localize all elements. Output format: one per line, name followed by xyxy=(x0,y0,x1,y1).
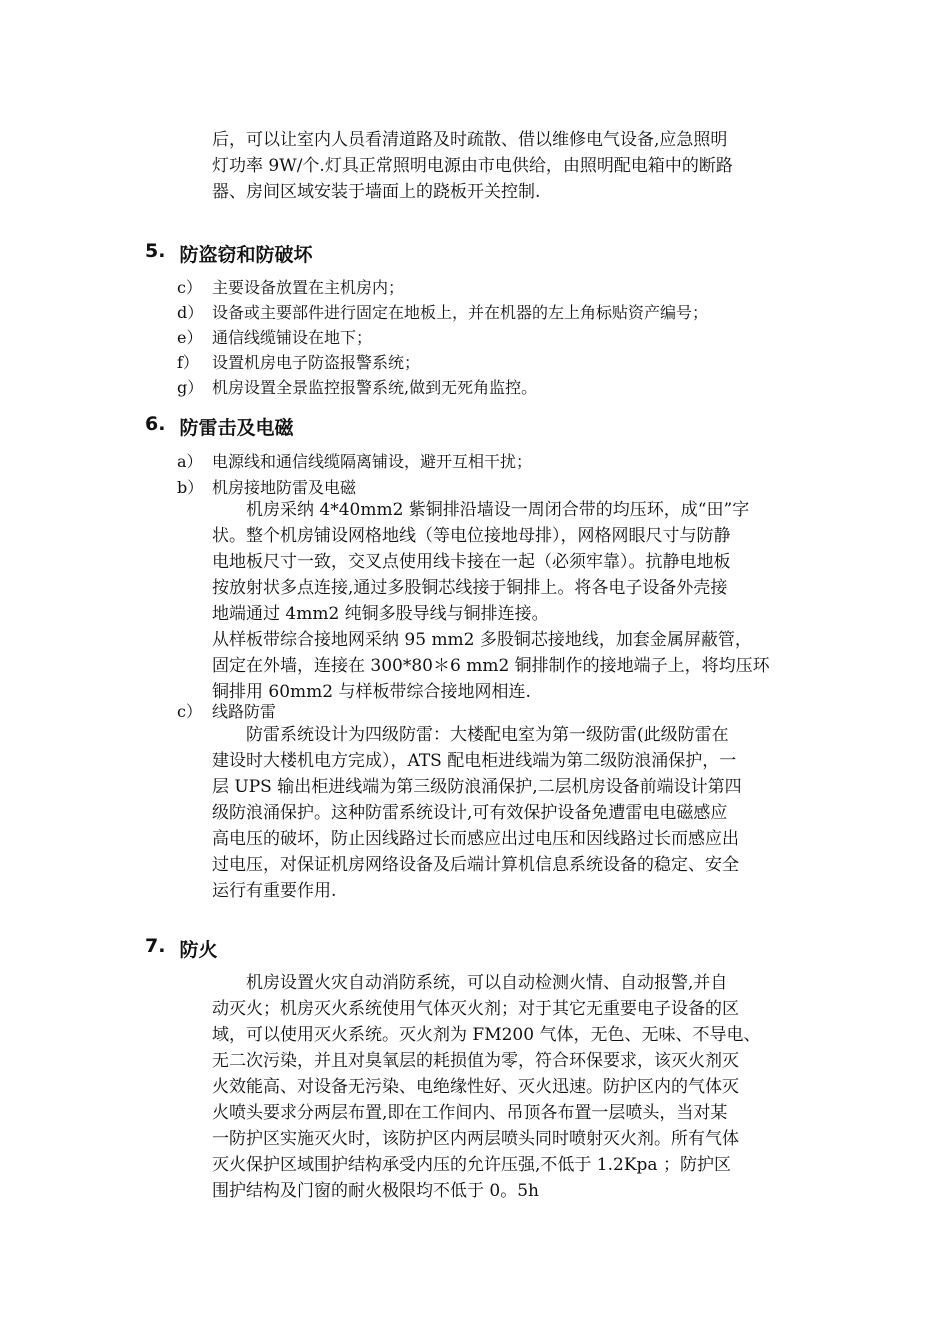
paragraph-line: 动灭火；机房灭火系统使用气体灭火剂；对于其它无重要电子设备的区 xyxy=(212,999,739,1019)
list-text: 通信线缆铺设在地下； xyxy=(212,328,373,347)
list-item xyxy=(177,450,532,474)
paragraph-line: 建设时大楼机电方完成），ATS 配电柜进线端为第二级防浪涌保护，一 xyxy=(212,751,737,771)
paragraph-line: 固定在外墙，连接在 300*80＊6 mm2 铜排制作的接地端子上，将均压环 xyxy=(212,656,770,676)
lightning-paragraph xyxy=(212,722,806,904)
section-title: 防盗窃和防破坏 xyxy=(179,244,313,266)
list-item xyxy=(177,700,276,724)
intro-line: 灯功率 9W/个.灯具正常照明电源由市电供给，由照明配电箱中的断路 xyxy=(212,156,733,176)
list-text: 机房设置全景监控报警系统,做到无死角监控。 xyxy=(212,378,538,397)
paragraph-line: 按放射状多点连接,通过多股铜芯线接于铜排上。将各电子设备外壳接 xyxy=(212,578,728,598)
list-marker: b） xyxy=(177,478,204,497)
paragraph-line: 围护结构及门窗的耐火极限均不低于 0。5h xyxy=(212,1181,539,1201)
section-7-heading xyxy=(145,935,217,962)
list-text: 电源线和通信线缆隔离铺设，避开互相干扰； xyxy=(212,452,533,471)
paragraph-line: 层 UPS 输出柜进线端为第三级防浪涌保护,二层机房设备前端设计第四 xyxy=(212,777,742,797)
list-text: 设备或主要部件进行固定在地板上，并在机器的左上角标贴资产编号； xyxy=(212,303,709,322)
list-marker: d） xyxy=(177,303,204,322)
paragraph-line: 火效能高、对设备无污染、电绝缘性好、灭火迅速。防护区内的气体灭 xyxy=(212,1077,739,1097)
list-marker: a） xyxy=(177,452,203,471)
list-text: 设置机房电子防盗报警系统； xyxy=(212,353,421,372)
section-5-heading xyxy=(145,240,312,267)
paragraph-line: 地端通过 4mm2 纯铜多股导线与铜排连接。 xyxy=(212,604,549,624)
paragraph-line: 一防护区实施灭火时，该防护区内两层喷头同时喷射灭火剂。所有气体 xyxy=(212,1129,739,1149)
list-marker: c） xyxy=(177,278,202,297)
section-number: 5. xyxy=(145,240,166,262)
list-marker: c） xyxy=(177,702,202,721)
paragraph-line: 机房采纳 4*40mm2 紫铜排沿墙设一周闭合带的均压环，成“田”字 xyxy=(212,500,750,520)
intro-line: 后，可以让室内人员看清道路及时疏散、借以维修电气设备,应急照明 xyxy=(212,130,728,150)
list-marker: g） xyxy=(177,378,204,397)
list-marker: e） xyxy=(177,328,203,347)
paragraph-line: 从样板带综合接地网采纳 95 mm2 多股铜芯接地线，加套金属屏蔽管， xyxy=(212,630,752,650)
list-marker: f） xyxy=(177,353,199,372)
intro-paragraph xyxy=(212,127,806,205)
paragraph-line: 机房设置火灾自动消防系统，可以自动检测火情、自动报警,并自 xyxy=(212,973,728,993)
paragraph-line: 铜排用 60mm2 与样板带综合接地网相连. xyxy=(212,682,531,702)
list-item xyxy=(177,301,708,325)
paragraph-line: 状。整个机房铺设网格地线（等电位接地母排），网格网眼尺寸与防静 xyxy=(212,526,731,546)
list-text: 线路防雷 xyxy=(212,702,277,721)
grounding-paragraph xyxy=(212,497,806,705)
section-title: 防火 xyxy=(179,939,218,961)
list-text: 主要设备放置在主机房内； xyxy=(212,278,405,297)
paragraph-line: 高电压的破坏，防止因线路过长而感应出过电压和因线路过长而感应出 xyxy=(212,829,739,849)
paragraph-line: 域，可以使用灭火系统。灭火剂为 FM200 气体，无色、无味、不导电、 xyxy=(212,1025,761,1045)
paragraph-line: 电地板尺寸一致，交叉点使用线卡接在一起（必须牢靠）。抗静电地板 xyxy=(212,552,731,572)
paragraph-line: 过电压，对保证机房网络设备及后端计算机信息系统设备的稳定、安全 xyxy=(212,855,739,875)
section-title: 防雷击及电磁 xyxy=(179,417,294,439)
paragraph-line: 火喷头要求分两层布置,即在工作间内、吊顶各布置一层喷头，当对某 xyxy=(212,1103,728,1123)
intro-line: 器、房间区域安装于墙面上的跷板开关控制. xyxy=(212,182,541,202)
list-item xyxy=(177,326,372,350)
list-item xyxy=(177,351,420,375)
section-number: 6. xyxy=(145,413,166,435)
paragraph-line: 运行有重要作用. xyxy=(212,881,337,901)
section-6-heading xyxy=(145,413,293,440)
paragraph-line: 防雷系统设计为四级防雷：大楼配电室为第一级防雷(此级防雷在 xyxy=(212,725,729,745)
paragraph-line: 灭火保护区域围护结构承受内压的允许压强,不低于 1.2Kpa ；防护区 xyxy=(212,1155,731,1175)
section-number: 7. xyxy=(145,935,166,957)
list-item xyxy=(177,376,537,400)
paragraph-line: 级防浪涌保护。这种防雷系统设计,可有效保护设备免遭雷电电磁感应 xyxy=(212,803,728,823)
list-item xyxy=(177,276,404,300)
list-text: 机房接地防雷及电磁 xyxy=(212,478,357,497)
paragraph-line: 无二次污染，并且对臭氧层的耗损值为零，符合环保要求，该灭火剂灭 xyxy=(212,1051,739,1071)
fire-paragraph xyxy=(212,970,806,1204)
